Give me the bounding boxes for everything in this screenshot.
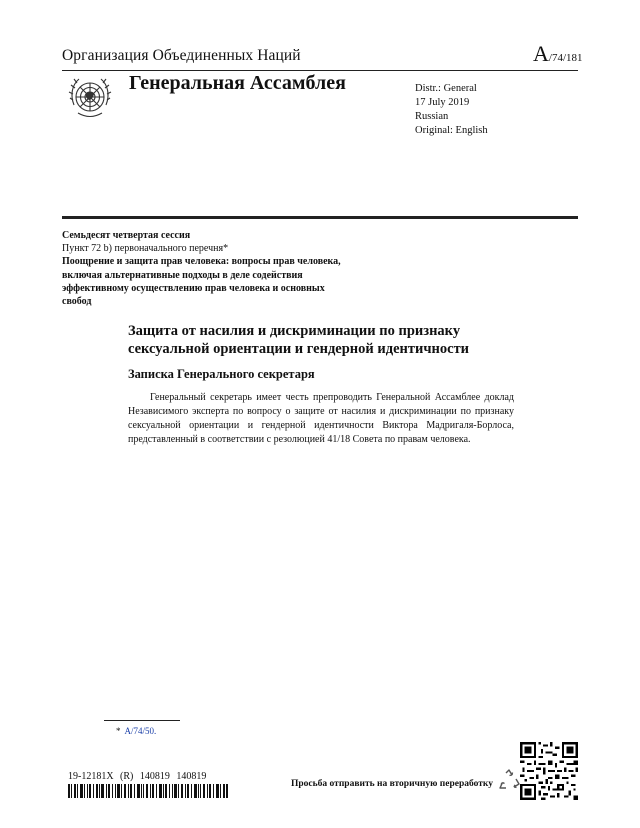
qr-code-icon: [520, 742, 578, 800]
date-1: 140819: [139, 771, 170, 782]
un-emblem-icon: [64, 73, 116, 125]
session-block: [62, 229, 342, 308]
distribution-block: [415, 82, 488, 138]
barcode-icon: [68, 784, 228, 798]
section-rule: [62, 216, 578, 219]
body-paragraph: Генеральный секретарь имеет честь препроводить Генеральной Ассамблее доклад Независимого эксперта по вопросу о защите от насилия и дискриминации по признаку сексуальной ориентации и гендерной идентичности Виктора Мадригаля-Борлоса, представленный в соответствии с резолюцией 41/18 Совета по правам человека.: [128, 392, 514, 445]
session-title: Семьдесят четвертая сессия: [62, 230, 191, 241]
note-title: Записка Генерального секретаря: [128, 367, 315, 381]
header-rule: [62, 70, 578, 71]
footnote-rule: [104, 720, 180, 721]
footnote-marker: *: [116, 726, 121, 736]
job-number: 19-12181X (R): [68, 771, 134, 782]
symbol-letter: A: [533, 41, 549, 66]
agenda-title: Поощрение и защита прав человека: вопросы прав человека, включая альтернативные подходы в деле содействия эффективному осуществлению прав человека и основных свобод: [62, 256, 341, 308]
footnote: [116, 726, 156, 736]
general-assembly-title: Генеральная Ассамблея: [129, 72, 346, 94]
document-title: Защита от насилия и дискриминации по признаку сексуальной ориентации и гендерной идентичности: [128, 323, 470, 357]
agenda-item: Пункт 72 b) первоначального перечня*: [62, 243, 229, 255]
footnote-link[interactable]: A/74/50.: [124, 726, 157, 736]
recycle-request: Просьба отправить на вторичную переработку: [291, 779, 493, 789]
organization-name: Организация Объединенных Наций: [62, 47, 301, 64]
recycle-icon: [497, 768, 521, 792]
document-symbol: [533, 41, 583, 67]
language-line: Russian: [415, 111, 449, 122]
date-line: 17 July 2019: [415, 97, 470, 108]
date-2: 140819: [176, 771, 207, 782]
job-number-line: [68, 771, 206, 782]
symbol-number: /74/181: [548, 52, 583, 64]
original-line: Original: English: [415, 125, 488, 136]
distr-line: Distr.: General: [415, 83, 477, 94]
